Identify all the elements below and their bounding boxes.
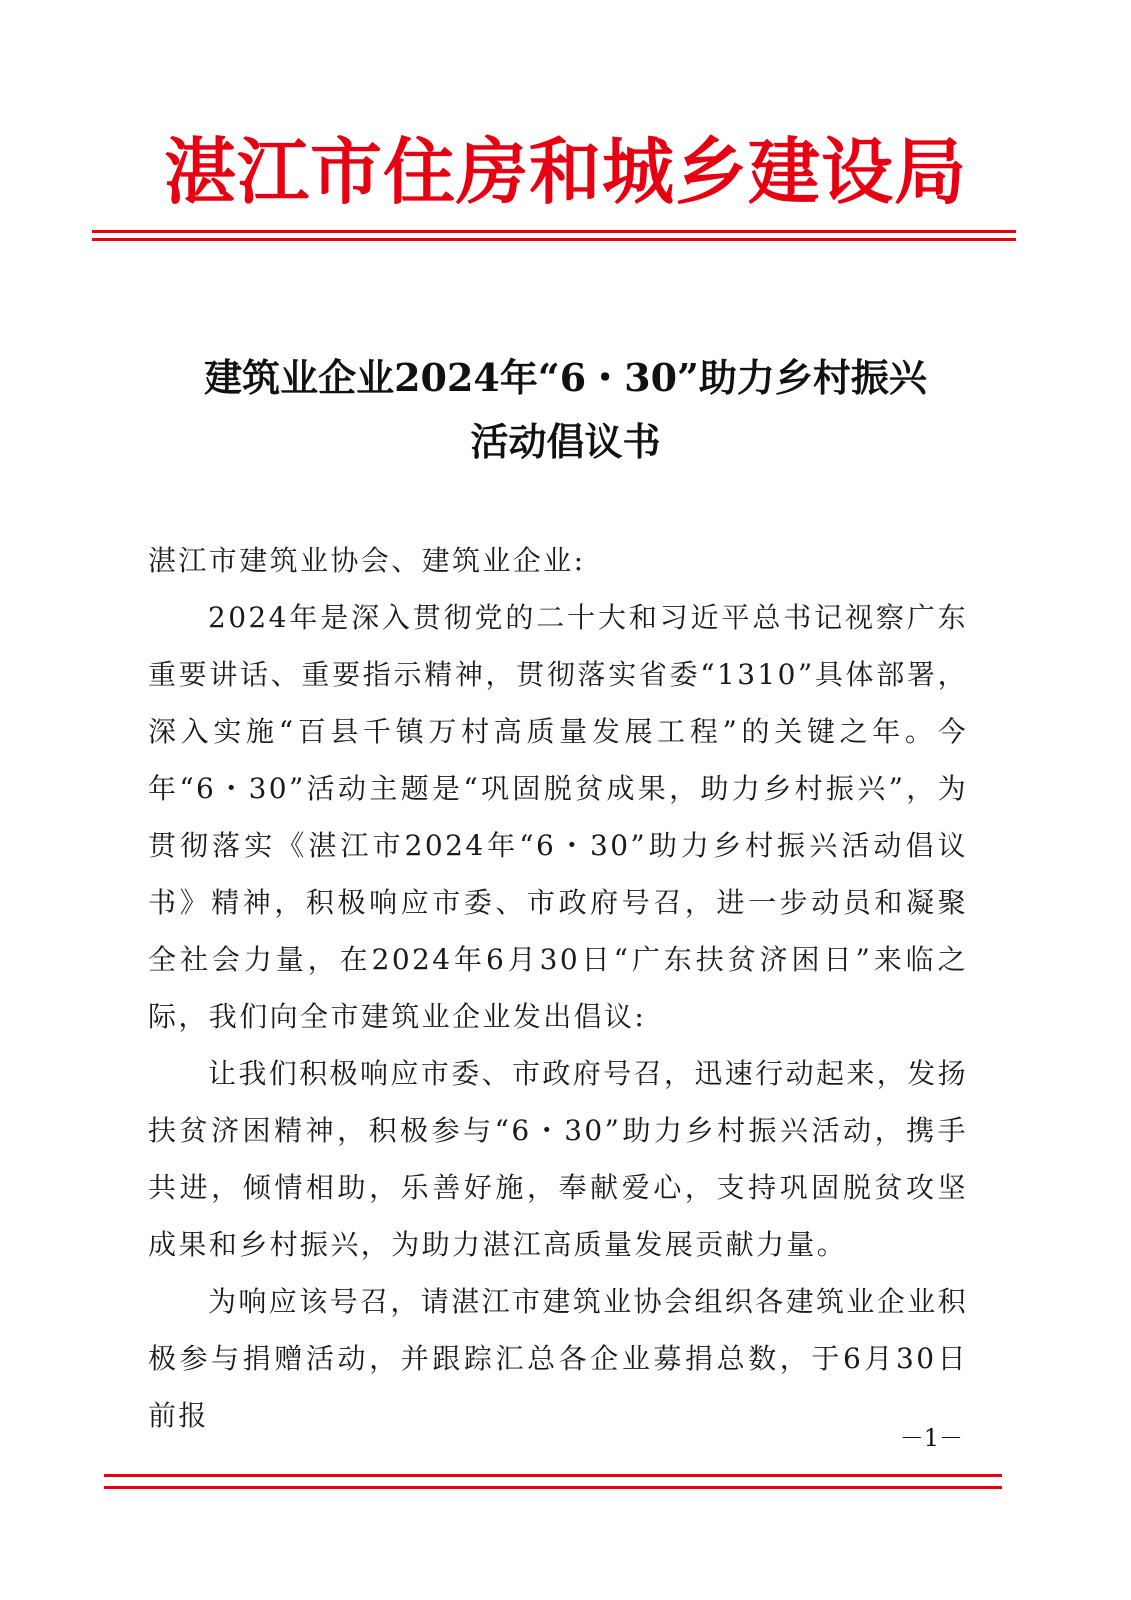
body-paragraph-2: 让我们积极响应市委、市政府号召，迅速行动起来，发扬扶贫济困精神，积极参与“6・30”助力乡村振兴活动，携手共进，倾情相助，乐善好施，奉献爱心，支持巩固脱贫攻坚成果和乡村振兴，为助力湛江高质量发展贡献力量。 [148, 1057, 969, 1261]
body-paragraph-3: 为响应该号召，请湛江市建筑业协会组织各建筑业企业积极参与捐赠活动，并跟踪汇总各企业募捐总数，于6月30日前报 [148, 1285, 969, 1432]
document-title-line-2: 活动倡议书 [470, 419, 661, 464]
page-number: －1－ [899, 1424, 963, 1452]
document-body [148, 532, 968, 1444]
header-rule-bottom [92, 238, 1016, 241]
footer-rule-top [104, 1474, 1002, 1477]
body-paragraph-1: 2024年是深入贯彻党的二十大和习近平总书记视察广东重要讲话、重要指示精神，贯彻落实省委“1310”具体部署，深入实施“百县千镇万村高质量发展工程”的关键之年。今年“6・30”活动主题是“巩固脱贫成果，助力乡村振兴”，为贯彻落实《湛江市2024年“6・30”助力乡村振兴活动倡议书》精神，积极响应市委、市政府号召，进一步动员和凝聚全社会力量，在2024年6月30日“广东扶贫济困日”来临之际，我们向全市建筑业企业发出倡议: [148, 601, 968, 1033]
document-title-line-1: 建筑业企业2024年“6・30”助力乡村振兴 [204, 355, 927, 400]
footer-rule-bottom [104, 1486, 1002, 1489]
header-rule-top [92, 230, 1016, 233]
organization-header: 湛江市住房和城乡建设局 [163, 129, 967, 214]
salutation: 湛江市建筑业协会、建筑业企业: [148, 544, 586, 577]
